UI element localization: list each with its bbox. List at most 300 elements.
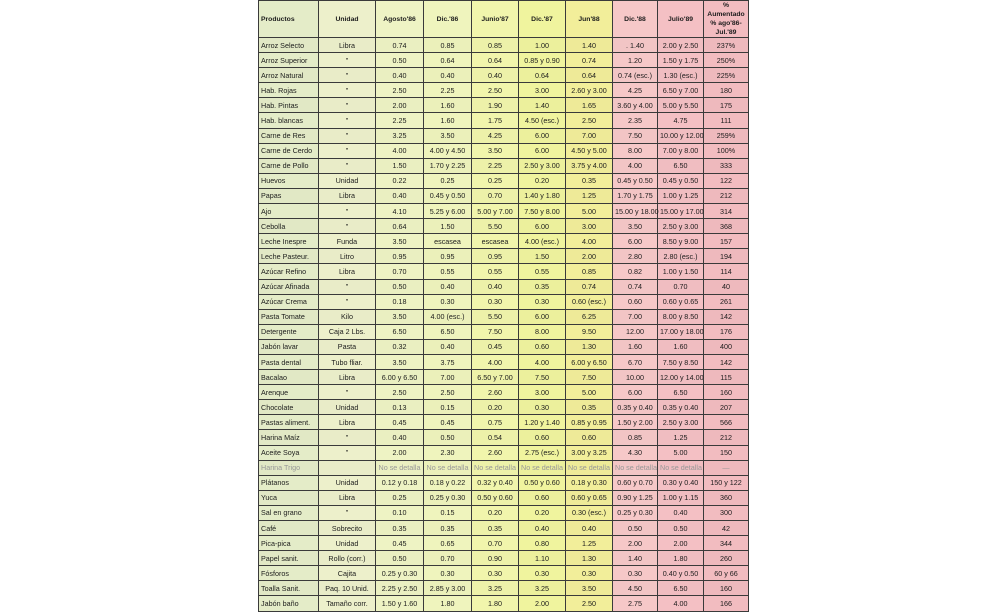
- percent-increase-cell: 207: [704, 400, 749, 415]
- price-dic-86-cell: 1.50: [424, 219, 472, 234]
- price-dic-87-cell: 3.00: [519, 83, 566, 98]
- unit-cell: Libra: [319, 415, 376, 430]
- price-dic-88-cell: 10.00: [613, 370, 658, 385]
- percent-increase-cell: 225%: [704, 68, 749, 83]
- table-row: [259, 294, 749, 309]
- price-dic-87-cell: 1.40: [519, 98, 566, 113]
- price-dic-86-cell: 4.00 (esc.): [424, 309, 472, 324]
- price-junio-87-cell: 1.80: [472, 596, 519, 611]
- price-junio-87-cell: 2.50: [472, 83, 519, 98]
- unit-cell: Unidad: [319, 536, 376, 551]
- price-agosto-86-cell: 0.50: [376, 53, 424, 68]
- table-row: [259, 521, 749, 536]
- price-dic-87-cell: 0.50 y 0.60: [519, 475, 566, 490]
- percent-increase-cell: 333: [704, 158, 749, 173]
- price-julio-89-cell: 1.50 y 1.75: [658, 53, 704, 68]
- price-junio-87-cell: escasea: [472, 234, 519, 249]
- header-unidad: Unidad: [319, 1, 376, 38]
- product-name-cell: Leche Pasteur.: [259, 249, 319, 264]
- price-dic-87-cell: 0.55: [519, 264, 566, 279]
- table-row: [259, 400, 749, 415]
- product-name-cell: Azúcar Crema: [259, 294, 319, 309]
- price-dic-87-cell: 6.00: [519, 309, 566, 324]
- price-jun-88-cell: 0.85: [566, 264, 613, 279]
- price-dic-86-cell: 7.00: [424, 370, 472, 385]
- percent-increase-cell: 40: [704, 279, 749, 294]
- price-dic-86-cell: 1.70 y 2.25: [424, 158, 472, 173]
- price-dic-88-cell: 4.00: [613, 158, 658, 173]
- price-dic-87-cell: 4.50 (esc.): [519, 113, 566, 128]
- price-dic-88-cell: 12.00: [613, 324, 658, 339]
- percent-increase-cell: 261: [704, 294, 749, 309]
- price-dic-86-cell: 0.50: [424, 430, 472, 445]
- table-body: [259, 38, 749, 612]
- price-junio-87-cell: 1.90: [472, 98, 519, 113]
- price-dic-88-cell: 0.74: [613, 279, 658, 294]
- price-julio-89-cell: 17.00 y 18.00: [658, 324, 704, 339]
- price-jun-88-cell: 0.35: [566, 400, 613, 415]
- price-jun-88-cell: 0.60 (esc.): [566, 294, 613, 309]
- price-agosto-86-cell: 1.50: [376, 158, 424, 173]
- unit-cell: Libra: [319, 38, 376, 53]
- price-julio-89-cell: 1.00 y 1.15: [658, 490, 704, 505]
- table-row: [259, 234, 749, 249]
- price-junio-87-cell: 5.50: [472, 309, 519, 324]
- price-junio-87-cell: 0.90: [472, 551, 519, 566]
- product-name-cell: Arroz Natural: [259, 68, 319, 83]
- price-julio-89-cell: 0.70: [658, 279, 704, 294]
- table-row: [259, 551, 749, 566]
- price-dic-87-cell: 7.50 y 8.00: [519, 204, 566, 219]
- price-junio-87-cell: 0.50 y 0.60: [472, 490, 519, 505]
- percent-increase-cell: 212: [704, 430, 749, 445]
- table-row: [259, 158, 749, 173]
- price-agosto-86-cell: 0.18: [376, 294, 424, 309]
- price-junio-87-cell: 2.60: [472, 445, 519, 460]
- price-junio-87-cell: 4.00: [472, 354, 519, 369]
- percent-increase-cell: 150 y 122: [704, 475, 749, 490]
- price-dic-86-cell: 0.85: [424, 38, 472, 53]
- price-agosto-86-cell: 6.00 y 6.50: [376, 370, 424, 385]
- product-name-cell: Pica-pica: [259, 536, 319, 551]
- price-junio-87-cell: 5.50: [472, 219, 519, 234]
- percent-increase-cell: 115: [704, 370, 749, 385]
- product-name-cell: Hab. Pintas: [259, 98, 319, 113]
- price-dic-87-cell: 0.30: [519, 400, 566, 415]
- unit-cell: Unidad: [319, 173, 376, 188]
- price-julio-89-cell: 6.50: [658, 385, 704, 400]
- percent-increase-cell: 344: [704, 536, 749, 551]
- table-row: [259, 38, 749, 53]
- price-jun-88-cell: 3.75 y 4.00: [566, 158, 613, 173]
- product-name-cell: Papel sanit.: [259, 551, 319, 566]
- price-dic-86-cell: escasea: [424, 234, 472, 249]
- price-julio-89-cell: 8.00 y 8.50: [658, 309, 704, 324]
- price-jun-88-cell: 1.30: [566, 551, 613, 566]
- table-row: [259, 204, 749, 219]
- price-dic-87-cell: 0.64: [519, 68, 566, 83]
- price-agosto-86-cell: 0.32: [376, 339, 424, 354]
- price-julio-89-cell: 0.40 y 0.50: [658, 566, 704, 581]
- price-julio-89-cell: 2.80 (esc.): [658, 249, 704, 264]
- price-dic-86-cell: 1.60: [424, 98, 472, 113]
- price-agosto-86-cell: 0.50: [376, 551, 424, 566]
- product-name-cell: Harina Trigo: [259, 460, 319, 475]
- unit-cell: Libra: [319, 490, 376, 505]
- price-dic-88-cell: 1.50 y 2.00: [613, 415, 658, 430]
- price-dic-86-cell: 0.45 y 0.50: [424, 188, 472, 203]
- unit-cell: Rollo (corr.): [319, 551, 376, 566]
- price-dic-88-cell: 6.00: [613, 234, 658, 249]
- price-jun-88-cell: 0.40: [566, 521, 613, 536]
- price-julio-89-cell: 1.00 y 1.50: [658, 264, 704, 279]
- table-row: [259, 430, 749, 445]
- price-jun-88-cell: 0.74: [566, 279, 613, 294]
- price-junio-87-cell: 2.25: [472, 158, 519, 173]
- price-agosto-86-cell: 2.50: [376, 83, 424, 98]
- percent-increase-cell: 60 y 66: [704, 566, 749, 581]
- price-julio-89-cell: 0.35 y 0.40: [658, 400, 704, 415]
- price-dic-88-cell: 1.20: [613, 53, 658, 68]
- table-row: [259, 324, 749, 339]
- unit-cell: Caja 2 Lbs.: [319, 324, 376, 339]
- price-jun-88-cell: 0.85 y 0.95: [566, 415, 613, 430]
- price-julio-89-cell: 12.00 y 14.00: [658, 370, 704, 385]
- price-julio-89-cell: 6.50: [658, 581, 704, 596]
- price-dic-86-cell: 0.65: [424, 536, 472, 551]
- percent-increase-cell: 122: [704, 173, 749, 188]
- unit-cell: ": [319, 68, 376, 83]
- price-junio-87-cell: 0.70: [472, 536, 519, 551]
- price-julio-89-cell: 1.00 y 1.25: [658, 188, 704, 203]
- price-agosto-86-cell: 0.10: [376, 505, 424, 520]
- unit-cell: Unidad: [319, 475, 376, 490]
- product-name-cell: Cebolla: [259, 219, 319, 234]
- price-dic-86-cell: 0.15: [424, 505, 472, 520]
- percent-increase-cell: 368: [704, 219, 749, 234]
- price-junio-87-cell: 6.50 y 7.00: [472, 370, 519, 385]
- price-dic-86-cell: No se detalla: [424, 460, 472, 475]
- table-row: [259, 490, 749, 505]
- price-junio-87-cell: 0.30: [472, 294, 519, 309]
- price-agosto-86-cell: 0.74: [376, 38, 424, 53]
- price-jun-88-cell: 3.00 y 3.25: [566, 445, 613, 460]
- header-dic-86: Dic.'86: [424, 1, 472, 38]
- price-dic-87-cell: 2.75 (esc.): [519, 445, 566, 460]
- percent-increase-cell: 300: [704, 505, 749, 520]
- unit-cell: ": [319, 113, 376, 128]
- price-jun-88-cell: 4.50 y 5.00: [566, 143, 613, 158]
- product-name-cell: Arroz Superior: [259, 53, 319, 68]
- price-jun-88-cell: 2.00: [566, 249, 613, 264]
- table-row: [259, 219, 749, 234]
- header-agosto-86: Agosto'86: [376, 1, 424, 38]
- price-dic-86-cell: 0.55: [424, 264, 472, 279]
- unit-cell: ": [319, 53, 376, 68]
- product-name-cell: Detergente: [259, 324, 319, 339]
- price-dic-86-cell: 0.40: [424, 68, 472, 83]
- table-row: [259, 264, 749, 279]
- price-dic-87-cell: 1.40 y 1.80: [519, 188, 566, 203]
- price-dic-88-cell: 4.50: [613, 581, 658, 596]
- price-dic-88-cell: 3.60 y 4.00: [613, 98, 658, 113]
- price-junio-87-cell: 0.70: [472, 188, 519, 203]
- price-jun-88-cell: 0.35: [566, 173, 613, 188]
- price-jun-88-cell: 0.60 y 0.65: [566, 490, 613, 505]
- unit-cell: Unidad: [319, 400, 376, 415]
- product-name-cell: Azúcar Afinada: [259, 279, 319, 294]
- price-jun-88-cell: 9.50: [566, 324, 613, 339]
- unit-cell: ": [319, 279, 376, 294]
- price-jun-88-cell: 0.60: [566, 430, 613, 445]
- percent-increase-cell: 194: [704, 249, 749, 264]
- price-dic-87-cell: 0.20: [519, 505, 566, 520]
- unit-cell: Funda: [319, 234, 376, 249]
- percent-increase-cell: 160: [704, 581, 749, 596]
- price-dic-88-cell: 0.60 y 0.70: [613, 475, 658, 490]
- product-name-cell: Leche Inespre: [259, 234, 319, 249]
- unit-cell: ": [319, 143, 376, 158]
- price-dic-86-cell: 3.75: [424, 354, 472, 369]
- unit-cell: ": [319, 505, 376, 520]
- price-dic-88-cell: 2.80: [613, 249, 658, 264]
- percent-increase-cell: 180: [704, 83, 749, 98]
- unit-cell: Cajita: [319, 566, 376, 581]
- price-dic-86-cell: 0.25: [424, 173, 472, 188]
- percent-increase-cell: 100%: [704, 143, 749, 158]
- table-row: [259, 188, 749, 203]
- percent-increase-cell: 157: [704, 234, 749, 249]
- price-julio-89-cell: 6.50: [658, 158, 704, 173]
- percent-increase-cell: 42: [704, 521, 749, 536]
- price-junio-87-cell: 5.00 y 7.00: [472, 204, 519, 219]
- price-dic-86-cell: 2.30: [424, 445, 472, 460]
- price-junio-87-cell: 0.20: [472, 505, 519, 520]
- price-agosto-86-cell: 0.35: [376, 521, 424, 536]
- product-name-cell: Carne de Cerdo: [259, 143, 319, 158]
- price-agosto-86-cell: 0.95: [376, 249, 424, 264]
- table-header-row: [259, 1, 749, 38]
- price-dic-88-cell: 1.70 y 1.75: [613, 188, 658, 203]
- unit-cell: Libra: [319, 370, 376, 385]
- unit-cell: Libra: [319, 188, 376, 203]
- percent-increase-cell: 142: [704, 354, 749, 369]
- price-jun-88-cell: 1.25: [566, 536, 613, 551]
- price-jun-88-cell: 5.00: [566, 204, 613, 219]
- price-jun-88-cell: 4.00: [566, 234, 613, 249]
- price-agosto-86-cell: 0.12 y 0.18: [376, 475, 424, 490]
- price-julio-89-cell: 8.50 y 9.00: [658, 234, 704, 249]
- product-name-cell: Fósforos: [259, 566, 319, 581]
- table-row: [259, 68, 749, 83]
- price-dic-87-cell: 1.20 y 1.40: [519, 415, 566, 430]
- product-name-cell: Chocolate: [259, 400, 319, 415]
- price-dic-88-cell: 7.00: [613, 309, 658, 324]
- table-row: [259, 143, 749, 158]
- product-name-cell: Sal en grano: [259, 505, 319, 520]
- price-jun-88-cell: 1.25: [566, 188, 613, 203]
- price-junio-87-cell: 0.75: [472, 415, 519, 430]
- price-dic-86-cell: 2.85 y 3.00: [424, 581, 472, 596]
- table-row: [259, 309, 749, 324]
- price-dic-87-cell: 1.10: [519, 551, 566, 566]
- unit-cell: ": [319, 128, 376, 143]
- percent-increase-cell: 114: [704, 264, 749, 279]
- price-julio-89-cell: 7.00 y 8.00: [658, 143, 704, 158]
- price-dic-88-cell: 3.50: [613, 219, 658, 234]
- unit-cell: ": [319, 158, 376, 173]
- percent-increase-cell: —: [704, 460, 749, 475]
- table-row: [259, 83, 749, 98]
- price-agosto-86-cell: 6.50: [376, 324, 424, 339]
- price-jun-88-cell: 5.00: [566, 385, 613, 400]
- product-name-cell: Arroz Selecto: [259, 38, 319, 53]
- price-agosto-86-cell: 0.25: [376, 490, 424, 505]
- price-junio-87-cell: 0.30: [472, 566, 519, 581]
- header-julio-89: Julio'89: [658, 1, 704, 38]
- price-dic-88-cell: 0.90 y 1.25: [613, 490, 658, 505]
- price-dic-86-cell: 0.30: [424, 566, 472, 581]
- product-name-cell: Hab. blancas: [259, 113, 319, 128]
- percent-increase-cell: 400: [704, 339, 749, 354]
- percent-increase-cell: 237%: [704, 38, 749, 53]
- product-name-cell: Carne de Res: [259, 128, 319, 143]
- unit-cell: ": [319, 430, 376, 445]
- product-name-cell: Aceite Soya: [259, 445, 319, 460]
- price-dic-86-cell: 0.95: [424, 249, 472, 264]
- price-dic-87-cell: 2.00: [519, 596, 566, 611]
- price-julio-89-cell: 1.60: [658, 339, 704, 354]
- product-name-cell: Plátanos: [259, 475, 319, 490]
- product-name-cell: Huevos: [259, 173, 319, 188]
- price-jun-88-cell: 0.30 (esc.): [566, 505, 613, 520]
- price-table-document: [258, 0, 748, 609]
- table-row: [259, 354, 749, 369]
- price-dic-88-cell: . 1.40: [613, 38, 658, 53]
- unit-cell: ": [319, 445, 376, 460]
- product-name-cell: Pasta dental: [259, 354, 319, 369]
- percent-increase-cell: 175: [704, 98, 749, 113]
- price-dic-88-cell: 15.00 y 18.00: [613, 204, 658, 219]
- price-jun-88-cell: 2.60 y 3.00: [566, 83, 613, 98]
- price-julio-89-cell: 5.00 y 5.50: [658, 98, 704, 113]
- price-dic-87-cell: 6.00: [519, 128, 566, 143]
- price-dic-86-cell: 1.80: [424, 596, 472, 611]
- price-julio-89-cell: 4.00: [658, 596, 704, 611]
- header-junio-87: Junio'87: [472, 1, 519, 38]
- price-junio-87-cell: 7.50: [472, 324, 519, 339]
- price-julio-89-cell: 0.50: [658, 521, 704, 536]
- product-name-cell: Papas: [259, 188, 319, 203]
- price-dic-86-cell: 0.40: [424, 339, 472, 354]
- product-name-cell: Harina Maíz: [259, 430, 319, 445]
- price-dic-87-cell: 0.85 y 0.90: [519, 53, 566, 68]
- price-julio-89-cell: 1.30 (esc.): [658, 68, 704, 83]
- unit-cell: Sobrecito: [319, 521, 376, 536]
- price-jun-88-cell: 1.65: [566, 98, 613, 113]
- price-junio-87-cell: 3.50: [472, 143, 519, 158]
- price-dic-87-cell: 0.35: [519, 279, 566, 294]
- price-julio-89-cell: 0.45 y 0.50: [658, 173, 704, 188]
- header-dic-88: Dic.'88: [613, 1, 658, 38]
- header-dic-87: Dic.'87: [519, 1, 566, 38]
- price-dic-88-cell: 6.70: [613, 354, 658, 369]
- price-julio-89-cell: 0.30 y 0.40: [658, 475, 704, 490]
- product-name-cell: Jabón baño: [259, 596, 319, 611]
- table-row: [259, 505, 749, 520]
- price-agosto-86-cell: 1.50 y 1.60: [376, 596, 424, 611]
- price-table: [258, 0, 749, 612]
- table-row: [259, 385, 749, 400]
- price-dic-86-cell: 0.15: [424, 400, 472, 415]
- unit-cell: Pasta: [319, 339, 376, 354]
- percent-increase-cell: 566: [704, 415, 749, 430]
- price-junio-87-cell: 4.25: [472, 128, 519, 143]
- price-dic-88-cell: 0.50: [613, 521, 658, 536]
- price-jun-88-cell: 3.50: [566, 581, 613, 596]
- header-productos: Productos: [259, 1, 319, 38]
- price-dic-86-cell: 1.60: [424, 113, 472, 128]
- price-dic-87-cell: 0.60: [519, 430, 566, 445]
- price-agosto-86-cell: 2.00: [376, 98, 424, 113]
- price-jun-88-cell: 0.30: [566, 566, 613, 581]
- price-junio-87-cell: 0.40: [472, 68, 519, 83]
- unit-cell: ": [319, 83, 376, 98]
- price-dic-86-cell: 5.25 y 6.00: [424, 204, 472, 219]
- price-dic-87-cell: 0.30: [519, 566, 566, 581]
- price-jun-88-cell: 0.74: [566, 53, 613, 68]
- price-dic-88-cell: 2.35: [613, 113, 658, 128]
- price-junio-87-cell: 0.32 y 0.40: [472, 475, 519, 490]
- price-agosto-86-cell: 0.64: [376, 219, 424, 234]
- price-jun-88-cell: No se detalla: [566, 460, 613, 475]
- price-julio-89-cell: 1.80: [658, 551, 704, 566]
- price-junio-87-cell: 0.25: [472, 173, 519, 188]
- price-agosto-86-cell: 3.50: [376, 234, 424, 249]
- price-dic-86-cell: 6.50: [424, 324, 472, 339]
- product-name-cell: Toalla Sanit.: [259, 581, 319, 596]
- price-julio-89-cell: 4.75: [658, 113, 704, 128]
- price-jun-88-cell: 3.00: [566, 219, 613, 234]
- product-name-cell: Café: [259, 521, 319, 536]
- price-julio-89-cell: 10.00 y 12.00: [658, 128, 704, 143]
- price-jun-88-cell: 2.50: [566, 113, 613, 128]
- percent-increase-cell: 142: [704, 309, 749, 324]
- table-row: [259, 566, 749, 581]
- price-dic-88-cell: 0.60: [613, 294, 658, 309]
- price-dic-86-cell: 0.30: [424, 294, 472, 309]
- table-row: [259, 339, 749, 354]
- table-row: [259, 415, 749, 430]
- price-dic-87-cell: 1.50: [519, 249, 566, 264]
- table-row: [259, 279, 749, 294]
- price-julio-89-cell: 2.50 y 3.00: [658, 415, 704, 430]
- price-dic-88-cell: 0.85: [613, 430, 658, 445]
- price-julio-89-cell: 15.00 y 17.00: [658, 204, 704, 219]
- price-dic-88-cell: 4.30: [613, 445, 658, 460]
- price-dic-88-cell: 0.25 y 0.30: [613, 505, 658, 520]
- price-agosto-86-cell: 2.25 y 2.50: [376, 581, 424, 596]
- price-agosto-86-cell: 2.25: [376, 113, 424, 128]
- product-name-cell: Hab. Rojas: [259, 83, 319, 98]
- price-dic-87-cell: 0.80: [519, 536, 566, 551]
- table-row: [259, 581, 749, 596]
- product-name-cell: Bacalao: [259, 370, 319, 385]
- price-dic-88-cell: 7.50: [613, 128, 658, 143]
- price-dic-88-cell: 0.35 y 0.40: [613, 400, 658, 415]
- price-dic-87-cell: 4.00 (esc.): [519, 234, 566, 249]
- price-agosto-86-cell: 4.10: [376, 204, 424, 219]
